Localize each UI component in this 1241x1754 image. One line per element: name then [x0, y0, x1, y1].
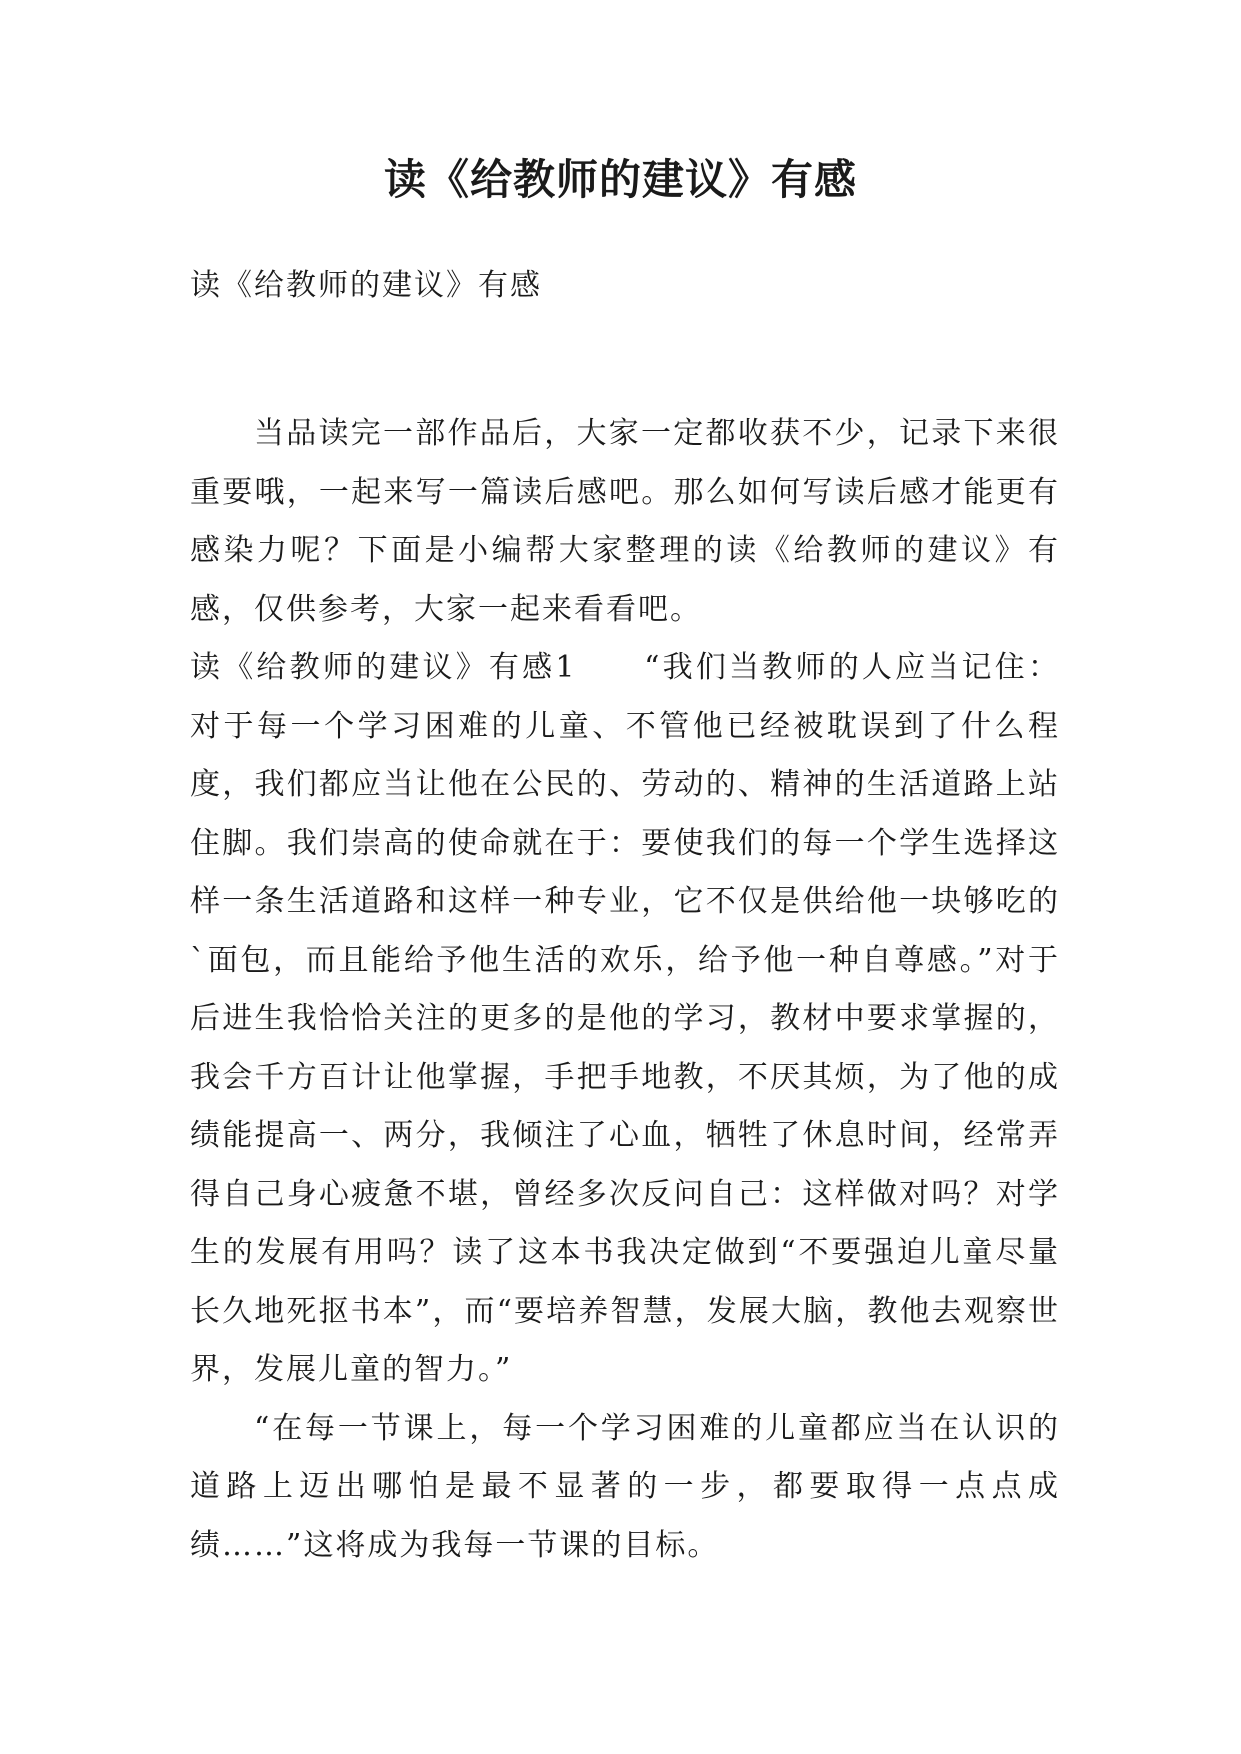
essay-paragraph-2: “在每一节课上，每一个学习困难的儿童都应当在认识的道路上迈出哪怕是最不显著的一步，都要取得一点点成绩……”这将成为我每一节课的目标。 — [190, 1410, 1060, 1563]
intro-paragraph: 当品读完一部作品后，大家一定都收获不少，记录下来很重要哦，一起来写一篇读后感吧。那么如何写读后感才能更有感染力呢？下面是小编帮大家整理的读《给教师的建议》有感，仅供参考，大家一起来看看吧。 — [190, 416, 1060, 627]
document-subtitle: 读《给教师的建议》有感 — [190, 268, 542, 303]
document-body — [190, 405, 1060, 1575]
essay-paragraph-1: 读《给教师的建议》有感1 “我们当教师的人应当记住：对于每一个学习困难的儿童、不管他已经被耽误到了什么程度，我们都应当让他在公民的、劳动的、精神的生活道路上站住脚。我们崇高的使命就在于：要使我们的每一个学生选择这样一条生活道路和这样一种专业，它不仅是供给他一块够吃的`面包，而且能给予他生活的欢乐，给予他一种自尊感。”对于后进生我恰恰关注的更多的是他的学习，教材中要求掌握的，我会千方百计让他掌握，手把手地教，不厌其烦，为了他的成绩能提高一、两分，我倾注了心血，牺牲了休息时间，经常弄得自己身心疲惫不堪，曾经多次反问自己：这样做对吗？对学生的发展有用吗？读了这本书我决定做到“不要强迫儿童尽量长久地死抠书本”，而“要培养智慧，发展大脑，教他去观察世界，发展儿童的智力。” — [190, 650, 1060, 1387]
document-title: 读《给教师的建议》有感 — [383, 155, 857, 204]
